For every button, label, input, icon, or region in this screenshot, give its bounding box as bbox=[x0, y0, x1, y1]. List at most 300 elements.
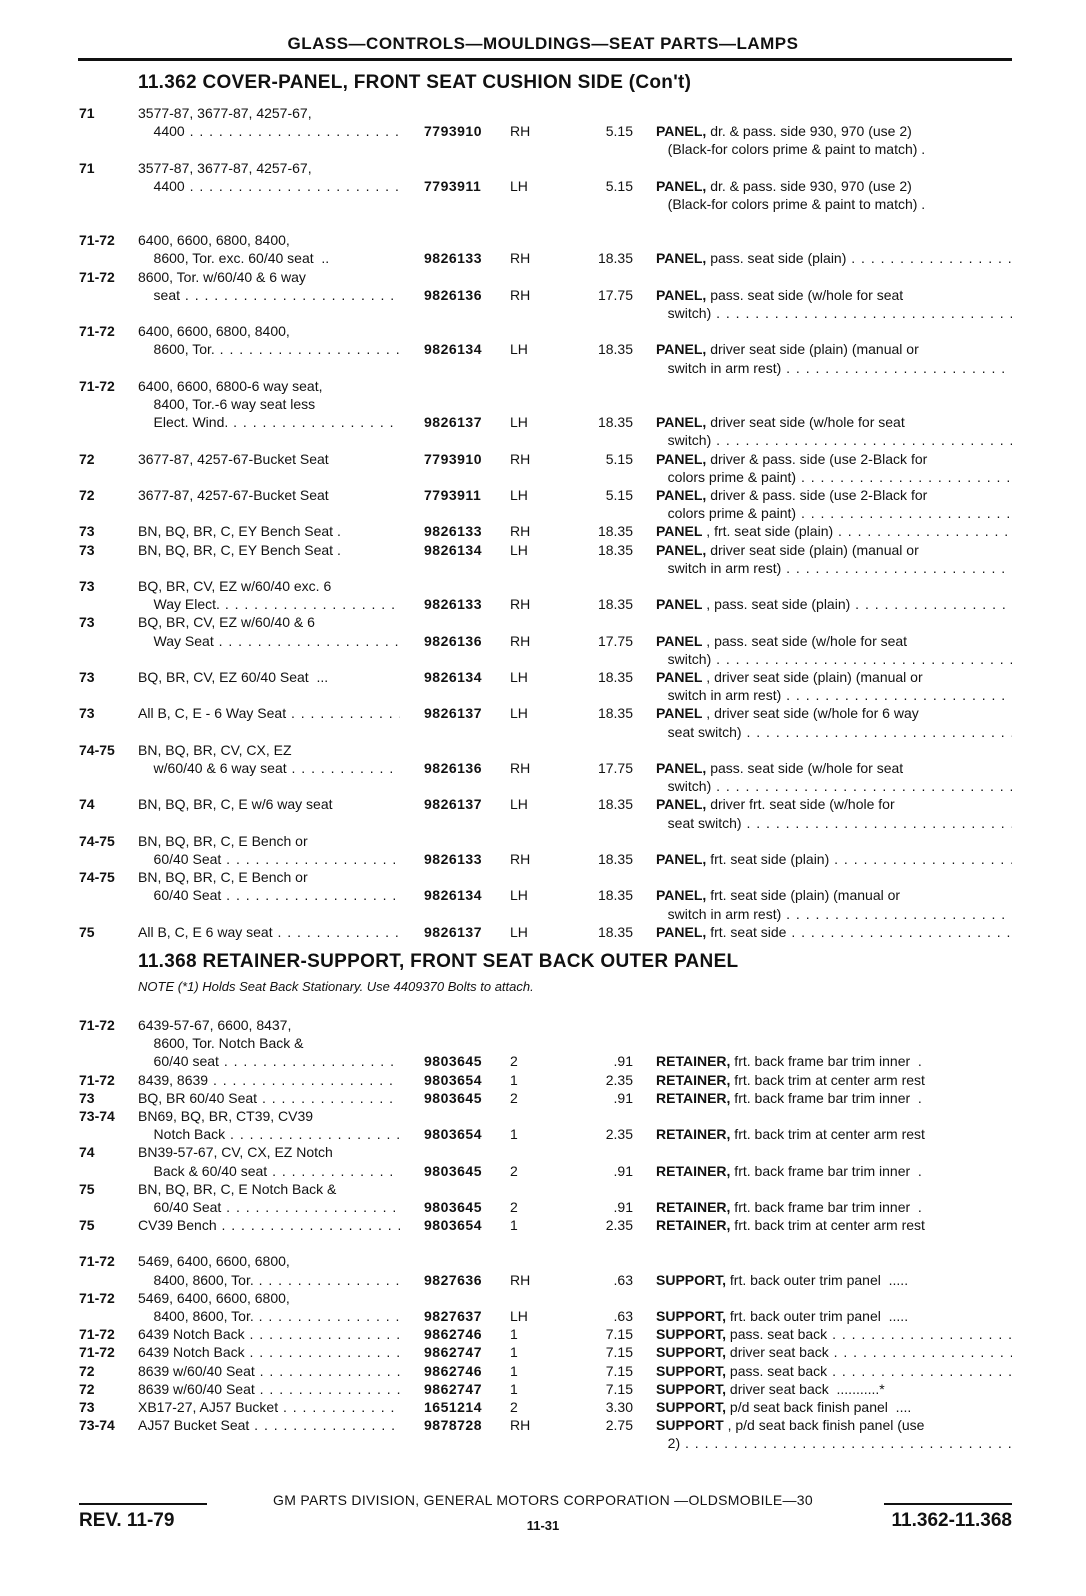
year-cell: 73 bbox=[79, 669, 95, 685]
description-cell bbox=[656, 177, 1012, 195]
description-text: frt. back frame bar trim inner . bbox=[730, 1053, 922, 1070]
model-cell: BN, BQ, BR, C, E Bench or bbox=[138, 832, 308, 849]
description-noun: PANEL bbox=[656, 596, 703, 613]
parts-line bbox=[0, 1089, 1086, 1107]
description-text: (Black-for colors prime & paint to match) . bbox=[656, 141, 926, 158]
price-cell: 5.15 bbox=[605, 177, 633, 194]
model-cell: w/60/40 & 6 way seat . . . bbox=[138, 759, 400, 777]
model-cell: 5469, 6400, 6600, 6800, bbox=[138, 1289, 290, 1306]
description-cell bbox=[656, 814, 1012, 832]
description-cell bbox=[656, 1271, 1012, 1289]
description-cell bbox=[656, 249, 1012, 267]
parts-line bbox=[0, 905, 1086, 923]
description-text: switch in arm rest) bbox=[656, 905, 782, 922]
model-cell: 8400, 8600, Tor. . . . bbox=[138, 1271, 400, 1289]
parts-line bbox=[0, 686, 1086, 704]
price-cell: 18.35 bbox=[597, 887, 633, 904]
year-cell: 73 bbox=[79, 541, 95, 558]
parts-line bbox=[0, 522, 1086, 540]
parts-line bbox=[0, 249, 1086, 267]
price-cell: 18.35 bbox=[597, 341, 633, 358]
description-cell bbox=[656, 559, 1012, 577]
parts-line bbox=[0, 1162, 1086, 1180]
part-number-cell: 9862746 bbox=[424, 1362, 483, 1379]
parts-line bbox=[0, 1125, 1086, 1143]
parts-line bbox=[0, 468, 1086, 486]
price-cell: .63 bbox=[613, 1308, 633, 1324]
description-text: , pass. seat side (w/hole for seat bbox=[702, 632, 908, 649]
part-number-cell: 9803645 bbox=[424, 1089, 483, 1106]
model-cell: 6400, 6600, 6800, 8400, bbox=[138, 323, 290, 340]
description-cell bbox=[656, 1307, 1012, 1325]
description-cell bbox=[656, 759, 1012, 777]
parts-line bbox=[0, 1380, 1086, 1398]
model-cell: 8639 w/60/40 Seat . . . bbox=[138, 1380, 400, 1398]
description-text: dr. & pass. side 930, 970 (use 2) bbox=[706, 123, 912, 140]
model-cell: 8600, Tor. exc. 60/40 seat .. bbox=[138, 250, 330, 267]
parts-line bbox=[0, 1016, 1086, 1034]
model-cell: All B, C, E - 6 Way Seat . . . bbox=[138, 704, 400, 722]
year-cell: 71-72 bbox=[79, 377, 115, 394]
parts-line bbox=[0, 559, 1086, 577]
part-number-cell: 9803654 bbox=[424, 1071, 483, 1088]
price-cell: 7.15 bbox=[605, 1326, 633, 1343]
description-cell bbox=[656, 1416, 1012, 1434]
description-cell bbox=[656, 1198, 1012, 1216]
year-cell: 74 bbox=[79, 1144, 95, 1161]
price-cell: 18.35 bbox=[597, 669, 633, 685]
description-noun: SUPPORT, bbox=[656, 1308, 727, 1324]
side-qty-cell: LH bbox=[510, 669, 528, 685]
description-text: seat switch) bbox=[656, 723, 742, 740]
model-cell: 3577-87, 3677-87, 4257-67, bbox=[138, 159, 312, 176]
parts-line bbox=[0, 195, 1086, 213]
parts-line bbox=[0, 650, 1086, 668]
description-cell bbox=[656, 541, 1012, 559]
description-noun: PANEL, bbox=[656, 760, 707, 776]
description-cell bbox=[656, 340, 1012, 358]
description-noun: RETAINER, bbox=[656, 1053, 731, 1070]
part-number-cell: 9803654 bbox=[424, 1126, 483, 1143]
description-noun: SUPPORT, bbox=[656, 1326, 727, 1343]
description-cell bbox=[656, 122, 1012, 140]
part-number-cell: 9803645 bbox=[424, 1053, 483, 1070]
description-noun: PANEL, bbox=[656, 250, 707, 267]
footer-section-range: 11.362-11.368 bbox=[891, 1510, 1012, 1531]
model-cell: 8639 w/60/40 Seat . . . bbox=[138, 1362, 400, 1380]
description-cell bbox=[656, 1434, 1012, 1452]
part-number-cell: 9862746 bbox=[424, 1326, 483, 1343]
side-qty-cell: RH bbox=[510, 123, 531, 140]
year-cell: 73 bbox=[79, 578, 95, 594]
side-qty-cell: LH bbox=[510, 705, 528, 722]
description-cell bbox=[656, 1398, 1012, 1416]
model-cell: 3677-87, 4257-67-Bucket Seat bbox=[138, 487, 329, 503]
year-cell: 73 bbox=[79, 523, 95, 540]
part-number-cell: 9826133 bbox=[424, 523, 483, 540]
description-text: switch in arm rest) bbox=[656, 559, 782, 576]
part-number-cell: 1651214 bbox=[424, 1399, 483, 1415]
description-cell bbox=[656, 595, 1012, 613]
side-qty-cell: RH bbox=[510, 596, 531, 613]
year-cell: 74-75 bbox=[79, 832, 115, 849]
description-cell bbox=[656, 504, 1012, 522]
model-cell: 8439, 8639 . . . bbox=[138, 1071, 400, 1089]
parts-line bbox=[0, 1034, 1086, 1052]
parts-line bbox=[0, 1052, 1086, 1070]
parts-line bbox=[0, 1362, 1086, 1380]
description-text: , driver seat side (w/hole for 6 way bbox=[702, 705, 919, 722]
model-cell: CV39 Bench . . . bbox=[138, 1216, 400, 1234]
model-cell: 6439-57-67, 6600, 8437, bbox=[138, 1017, 292, 1033]
part-number-cell: 9878728 bbox=[424, 1417, 483, 1434]
year-cell: 74-75 bbox=[79, 869, 115, 886]
description-text: frt. back trim at center arm rest bbox=[730, 1217, 925, 1234]
description-text: frt. back trim at center arm rest bbox=[730, 1071, 925, 1088]
side-qty-cell: 1 bbox=[510, 1344, 518, 1361]
description-text: pass. seat back bbox=[726, 1362, 828, 1379]
model-cell: 8600, Tor. . . . bbox=[138, 340, 400, 358]
year-cell: 72 bbox=[79, 1380, 95, 1397]
description-text: colors prime & paint) bbox=[656, 468, 797, 485]
model-cell: Way Seat . . . bbox=[138, 632, 400, 650]
part-number-cell: 9826137 bbox=[424, 923, 483, 940]
parts-line bbox=[0, 504, 1086, 522]
side-qty-cell: 2 bbox=[510, 1089, 518, 1106]
part-number-cell: 7793911 bbox=[424, 487, 482, 503]
description-text: frt. back frame bar trim inner . bbox=[730, 1199, 922, 1215]
parts-line bbox=[0, 377, 1086, 395]
price-cell: 3.30 bbox=[605, 1399, 633, 1415]
description-noun: SUPPORT, bbox=[656, 1271, 727, 1288]
description-noun: RETAINER, bbox=[656, 1217, 731, 1234]
model-cell: BQ, BR, CV, EZ w/60/40 & 6 bbox=[138, 614, 315, 631]
description-cell bbox=[656, 668, 1012, 686]
description-noun: PANEL, bbox=[656, 923, 707, 940]
side-qty-cell: RH bbox=[510, 851, 531, 867]
model-cell: Way Elect. . . . bbox=[138, 595, 400, 613]
price-cell: .91 bbox=[613, 1053, 633, 1070]
description-cell bbox=[656, 522, 1012, 540]
description-text: frt. seat side (plain) bbox=[706, 851, 830, 867]
price-cell: 7.15 bbox=[605, 1380, 633, 1397]
model-cell: BN69, BQ, BR, CT39, CV39 bbox=[138, 1108, 314, 1124]
model-cell: 60/40 Seat . . . bbox=[138, 850, 400, 868]
parts-line bbox=[0, 723, 1086, 741]
parts-line bbox=[0, 450, 1086, 468]
description-noun: RETAINER, bbox=[656, 1162, 731, 1179]
description-noun: PANEL, bbox=[656, 851, 707, 867]
section-title-11362: 11.362 COVER-PANEL, FRONT SEAT CUSHION SIDE (Con't) bbox=[138, 72, 692, 93]
description-cell bbox=[656, 486, 1012, 504]
parts-line bbox=[0, 231, 1086, 249]
price-cell: 2.35 bbox=[605, 1126, 633, 1143]
part-number-cell: 9803645 bbox=[424, 1162, 483, 1179]
model-cell: Notch Back . . . bbox=[138, 1125, 400, 1143]
model-cell: 5469, 6400, 6600, 6800, bbox=[138, 1253, 290, 1270]
part-number-cell: 9826133 bbox=[424, 250, 483, 267]
parts-line bbox=[0, 1252, 1086, 1270]
parts-line bbox=[0, 1107, 1086, 1125]
description-text: , driver seat side (plain) (manual or bbox=[702, 669, 923, 685]
side-qty-cell: 1 bbox=[510, 1362, 518, 1379]
parts-line bbox=[0, 850, 1086, 868]
description-cell bbox=[656, 1162, 1012, 1180]
description-noun: PANEL, bbox=[656, 123, 707, 140]
description-cell bbox=[656, 923, 1012, 941]
model-cell: AJ57 Bucket Seat . . . bbox=[138, 1416, 400, 1434]
part-number-cell: 9862747 bbox=[424, 1344, 483, 1361]
description-noun: PANEL, bbox=[656, 286, 707, 303]
price-cell: 5.15 bbox=[605, 487, 633, 503]
description-noun: PANEL, bbox=[656, 541, 707, 558]
side-qty-cell: RH bbox=[510, 632, 531, 649]
side-qty-cell: LH bbox=[510, 887, 528, 904]
parts-line bbox=[0, 413, 1086, 431]
price-cell: 5.15 bbox=[605, 450, 633, 467]
price-cell: 18.35 bbox=[597, 796, 633, 813]
part-number-cell: 9826134 bbox=[424, 341, 483, 358]
side-qty-cell: LH bbox=[510, 1308, 528, 1324]
side-qty-cell: 1 bbox=[510, 1071, 518, 1088]
price-cell: 17.75 bbox=[597, 632, 633, 649]
description-text: switch in arm rest) bbox=[656, 687, 782, 704]
description-text: (Black-for colors prime & paint to match) . bbox=[656, 196, 926, 212]
description-noun: PANEL, bbox=[656, 887, 707, 904]
year-cell: 74 bbox=[79, 796, 95, 813]
parts-line bbox=[0, 268, 1086, 286]
side-qty-cell: 1 bbox=[510, 1326, 518, 1343]
parts-line bbox=[0, 777, 1086, 795]
parts-line bbox=[0, 759, 1086, 777]
side-qty-cell: RH bbox=[510, 760, 531, 776]
parts-line bbox=[0, 322, 1086, 340]
model-cell: BN39-57-67, CV, CX, EZ Notch bbox=[138, 1144, 333, 1161]
description-cell bbox=[656, 795, 1012, 813]
parts-line bbox=[0, 1198, 1086, 1216]
parts-line bbox=[0, 1343, 1086, 1361]
parts-line bbox=[0, 1434, 1086, 1452]
year-cell: 73 bbox=[79, 614, 95, 631]
model-cell: BN, BQ, BR, C, E Notch Back & bbox=[138, 1180, 337, 1197]
model-cell: BN, BQ, BR, C, EY Bench Seat . bbox=[138, 541, 341, 558]
part-number-cell: 9826133 bbox=[424, 851, 483, 867]
model-cell: 6400, 6600, 6800, 8400, bbox=[138, 232, 290, 249]
description-cell bbox=[656, 195, 1012, 213]
price-cell: .63 bbox=[613, 1271, 633, 1288]
parts-line bbox=[0, 613, 1086, 631]
part-number-cell: 9827636 bbox=[424, 1271, 483, 1288]
description-cell bbox=[656, 1380, 1012, 1398]
price-cell: .91 bbox=[613, 1199, 633, 1215]
parts-line bbox=[0, 1307, 1086, 1325]
description-cell bbox=[656, 1216, 1012, 1234]
model-cell: BN, BQ, BR, C, E Bench or bbox=[138, 869, 308, 886]
model-cell: 3677-87, 4257-67-Bucket Seat bbox=[138, 450, 329, 467]
model-cell: BN, BQ, BR, C, E w/6 way seat bbox=[138, 796, 333, 813]
year-cell: 71-72 bbox=[79, 323, 115, 340]
parts-line bbox=[0, 923, 1086, 941]
description-text: frt. back outer trim panel ..... bbox=[726, 1308, 909, 1324]
price-cell: 2.35 bbox=[605, 1217, 633, 1234]
model-cell: BQ, BR 60/40 Seat . . . bbox=[138, 1089, 400, 1107]
parts-line bbox=[0, 704, 1086, 722]
price-cell: 17.75 bbox=[597, 760, 633, 776]
side-qty-cell: LH bbox=[510, 177, 528, 194]
side-qty-cell: RH bbox=[510, 523, 531, 540]
parts-line bbox=[0, 122, 1086, 140]
model-cell: 60/40 seat . . . bbox=[138, 1052, 400, 1070]
parts-line bbox=[0, 104, 1086, 122]
price-cell: 18.35 bbox=[597, 523, 633, 540]
parts-line bbox=[0, 304, 1086, 322]
model-cell: Elect. Wind. . . . bbox=[138, 413, 400, 431]
description-noun: RETAINER, bbox=[656, 1071, 731, 1088]
side-qty-cell: 1 bbox=[510, 1126, 518, 1143]
parts-line bbox=[0, 1289, 1086, 1307]
year-cell: 72 bbox=[79, 1362, 95, 1379]
part-number-cell: 9826134 bbox=[424, 887, 483, 904]
description-cell bbox=[656, 1089, 1012, 1107]
side-qty-cell: LH bbox=[510, 541, 528, 558]
side-qty-cell: RH bbox=[510, 450, 531, 467]
price-cell: 2.75 bbox=[605, 1417, 633, 1434]
price-cell: 7.15 bbox=[605, 1362, 633, 1379]
description-noun: PANEL, bbox=[656, 414, 707, 431]
description-cell bbox=[656, 1343, 1012, 1361]
parts-line bbox=[0, 886, 1086, 904]
description-noun: PANEL, bbox=[656, 341, 707, 358]
description-text: switch) bbox=[656, 305, 712, 321]
description-text: pass. seat back bbox=[726, 1326, 828, 1343]
description-cell bbox=[656, 413, 1012, 431]
description-cell bbox=[656, 704, 1012, 722]
price-cell: 18.35 bbox=[597, 923, 633, 940]
year-cell: 71-72 bbox=[79, 1017, 115, 1033]
description-text: frt. seat side bbox=[706, 923, 787, 940]
description-cell bbox=[656, 686, 1012, 704]
part-number-cell: 9827637 bbox=[424, 1308, 483, 1324]
part-number-cell: 9803654 bbox=[424, 1217, 483, 1234]
parts-line bbox=[0, 486, 1086, 504]
year-cell: 75 bbox=[79, 923, 95, 940]
year-cell: 71-72 bbox=[79, 1071, 115, 1088]
model-cell: 3577-87, 3677-87, 4257-67, bbox=[138, 105, 312, 121]
description-cell bbox=[656, 850, 1012, 868]
description-noun: PANEL bbox=[656, 632, 703, 649]
description-text: frt. back frame bar trim inner . bbox=[730, 1089, 922, 1106]
description-cell bbox=[656, 1125, 1012, 1143]
description-text: frt. back frame bar trim inner . bbox=[730, 1162, 922, 1179]
description-text: dr. & pass. side 930, 970 (use 2) bbox=[706, 177, 912, 194]
price-cell: 18.35 bbox=[597, 414, 633, 431]
model-cell: XB17-27, AJ57 Bucket . . . bbox=[138, 1398, 400, 1416]
price-cell: 18.35 bbox=[597, 705, 633, 722]
description-cell bbox=[656, 1052, 1012, 1070]
price-cell: 2.35 bbox=[605, 1071, 633, 1088]
parts-line bbox=[0, 595, 1086, 613]
description-noun: SUPPORT, bbox=[656, 1344, 727, 1361]
side-qty-cell: 2 bbox=[510, 1053, 518, 1070]
parts-line bbox=[0, 577, 1086, 595]
side-qty-cell: RH bbox=[510, 1417, 531, 1434]
price-cell: .91 bbox=[613, 1089, 633, 1106]
price-cell: 7.15 bbox=[605, 1344, 633, 1361]
description-cell bbox=[656, 450, 1012, 468]
price-cell: 18.35 bbox=[597, 250, 633, 267]
parts-line bbox=[0, 868, 1086, 886]
model-cell: 4400 . . . bbox=[138, 122, 400, 140]
part-number-cell: 9826137 bbox=[424, 796, 483, 813]
description-noun: PANEL, bbox=[656, 796, 707, 813]
parts-line bbox=[0, 795, 1086, 813]
part-number-cell: 9803645 bbox=[424, 1199, 483, 1215]
parts-line bbox=[0, 359, 1086, 377]
year-cell: 71-72 bbox=[79, 1326, 115, 1343]
part-number-cell: 9826134 bbox=[424, 669, 483, 685]
model-cell: BQ, BR, CV, EZ w/60/40 exc. 6 bbox=[138, 578, 332, 594]
side-qty-cell: LH bbox=[510, 796, 528, 813]
footer-corporation: GM PARTS DIVISION, GENERAL MOTORS CORPORATION —OLDSMOBILE—30 bbox=[273, 1492, 813, 1508]
description-text: frt. seat side (plain) (manual or bbox=[706, 887, 901, 904]
parts-line bbox=[0, 668, 1086, 686]
description-cell bbox=[656, 777, 1012, 795]
description-cell bbox=[656, 650, 1012, 668]
price-cell: 18.35 bbox=[597, 596, 633, 613]
description-text: , pass. seat side (plain) bbox=[702, 596, 851, 613]
description-text: pass. seat side (plain) bbox=[706, 250, 847, 267]
description-cell bbox=[656, 632, 1012, 650]
description-text: driver frt. seat side (w/hole for bbox=[706, 796, 895, 813]
description-text: driver seat side (plain) (manual or bbox=[706, 541, 919, 558]
year-cell: 73-74 bbox=[79, 1108, 115, 1124]
header-rule bbox=[78, 58, 1012, 61]
description-cell bbox=[656, 359, 1012, 377]
description-text: frt. back outer trim panel ..... bbox=[726, 1271, 909, 1288]
parts-line bbox=[0, 741, 1086, 759]
description-text: colors prime & paint) bbox=[656, 505, 797, 522]
model-cell: 4400 . . . bbox=[138, 177, 400, 195]
description-noun: RETAINER, bbox=[656, 1199, 731, 1215]
price-cell: 5.15 bbox=[605, 123, 633, 140]
description-text: seat switch) bbox=[656, 814, 742, 831]
description-text: driver & pass. side (use 2-Black for bbox=[706, 450, 928, 467]
description-noun: PANEL, bbox=[656, 177, 707, 194]
side-qty-cell: 2 bbox=[510, 1399, 518, 1415]
side-qty-cell: LH bbox=[510, 487, 528, 503]
year-cell: 73-74 bbox=[79, 1417, 115, 1434]
parts-line bbox=[0, 395, 1086, 413]
parts-line bbox=[0, 814, 1086, 832]
model-cell: 8400, Tor.-6 way seat less bbox=[138, 396, 316, 412]
price-cell: 17.75 bbox=[597, 286, 633, 303]
description-text: pass. seat side (w/hole for seat bbox=[706, 760, 904, 776]
model-cell: 6400, 6600, 6800-6 way seat, bbox=[138, 377, 323, 394]
model-cell: 8600, Tor. w/60/40 & 6 way bbox=[138, 268, 306, 285]
description-text: driver seat back bbox=[726, 1344, 829, 1361]
model-cell: Back & 60/40 seat . . . bbox=[138, 1162, 400, 1180]
side-qty-cell: 1 bbox=[510, 1217, 518, 1234]
side-qty-cell: LH bbox=[510, 414, 528, 431]
model-cell: BN, BQ, BR, C, EY Bench Seat . bbox=[138, 523, 341, 540]
part-number-cell: 7793911 bbox=[424, 177, 482, 194]
model-cell: All B, C, E 6 way seat . . . bbox=[138, 923, 400, 941]
part-number-cell: 9826136 bbox=[424, 760, 483, 776]
part-number-cell: 9826136 bbox=[424, 286, 483, 303]
description-text: pass. seat side (w/hole for seat bbox=[706, 286, 904, 303]
parts-line bbox=[0, 1325, 1086, 1343]
side-qty-cell: RH bbox=[510, 1271, 531, 1288]
